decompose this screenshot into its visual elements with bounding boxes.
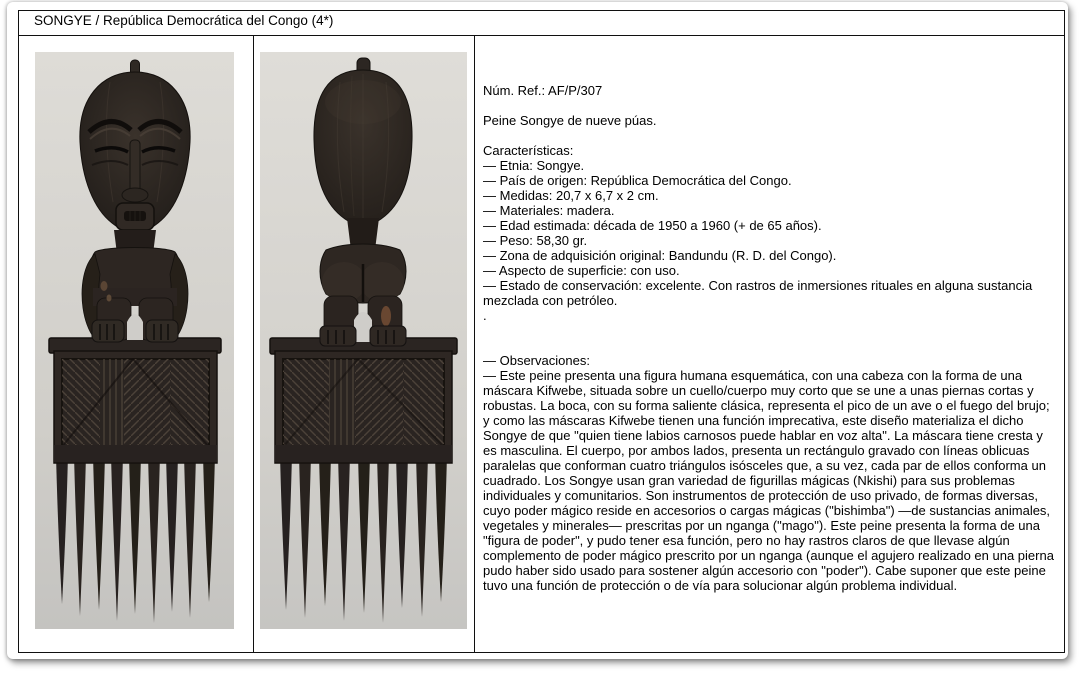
document-page — [7, 2, 1068, 659]
characteristic-item: — Edad estimada: década de 1950 a 1960 (+ de 65 años). — [483, 218, 822, 233]
comb-figure-back — [314, 58, 412, 346]
column-divider-1 — [253, 36, 254, 652]
comb-teeth — [280, 454, 447, 623]
characteristic-item: — Aspecto de superficie: con uso. — [483, 263, 680, 278]
record-summary: Peine Songye de nueve púas. — [483, 113, 657, 128]
observations-paragraph: — Este peine presenta una figura humana esquemática, con una cabeza con la forma de una máscara Kifwebe, situada sobre un cuello/cuerpo muy corto que se une a unas piernas cortas y robustas. La boca, con su forma saliente clásica, representa el pico de un ave o el fuego del brujo; y como las máscaras Kifwebe tienen una función imprecativa, este diseño materializa el dicho Songye de que "quien tiene labios carnosos puede hablar en voz alta". La máscara tiene cresta y es masculina. El cuerpo, por ambos lados, presenta un rectángulo gravado con líneas oblicuas paralelas que conforman cuatro triángulos isósceles que, a su vez, cada par de ellos conforma un cuadrado. Los Songye usan gran variedad de figurillas mágicas (Nkishi) para sus problemas individuales y comunitarios. Son instrumentos de protección de uso privado, de formas diversas, cuyo poder mágico reside en accesorios o cargas mágicas ("bishimba") —de sustancias animales, vegetales y minerales— prescritas por un nganga ("mago"). Este peine presenta la forma de una "figura de poder", y pudo tener esa función, pero no hay rastros claros de que llevase algún complemento de poder mágico prescrito por un nganga (aunque el agujero realizado en una pierna pudo haber sido usado para sostener algún accesorio con "poder"). Cabe suponer que este peine tuvo una función de protección o de vía para solucionar algún problema individual. — [483, 368, 1054, 593]
comb-front-photo — [35, 52, 234, 629]
characteristic-item: — Zona de adquisición original: Bandundu (R. D. del Congo). — [483, 248, 837, 263]
characteristic-item: — Estado de conservación: excelente. Con rastros de inmersiones rituales en alguna sustancia mezclada con petróleo. — [483, 278, 1033, 308]
characteristic-item: — Medidas: 20,7 x 6,7 x 2 cm. — [483, 188, 659, 203]
characteristics-header: Características: — [483, 143, 574, 158]
characteristic-item: — Etnia: Songye. — [483, 158, 585, 173]
comb-figure-front — [80, 60, 190, 342]
characteristic-item: . — [483, 308, 487, 323]
comb-panel — [270, 338, 457, 463]
page-title: SONGYE / República Democrática del Congo (4*) — [34, 13, 334, 28]
column-divider-2 — [474, 36, 475, 652]
comb-panel — [49, 338, 221, 463]
characteristic-item: — País de origen: República Democrática del Congo. — [483, 173, 792, 188]
reference-number: Núm. Ref.: AF/P/307 — [483, 83, 603, 98]
characteristic-item: — Peso: 58,30 gr. — [483, 233, 588, 248]
record-text-column — [483, 83, 1055, 593]
characteristic-item: — Materiales: madera. — [483, 203, 615, 218]
comb-back-photo — [260, 52, 467, 629]
observations-header: — Observaciones: — [483, 353, 590, 368]
table-top-border — [18, 35, 1065, 36]
